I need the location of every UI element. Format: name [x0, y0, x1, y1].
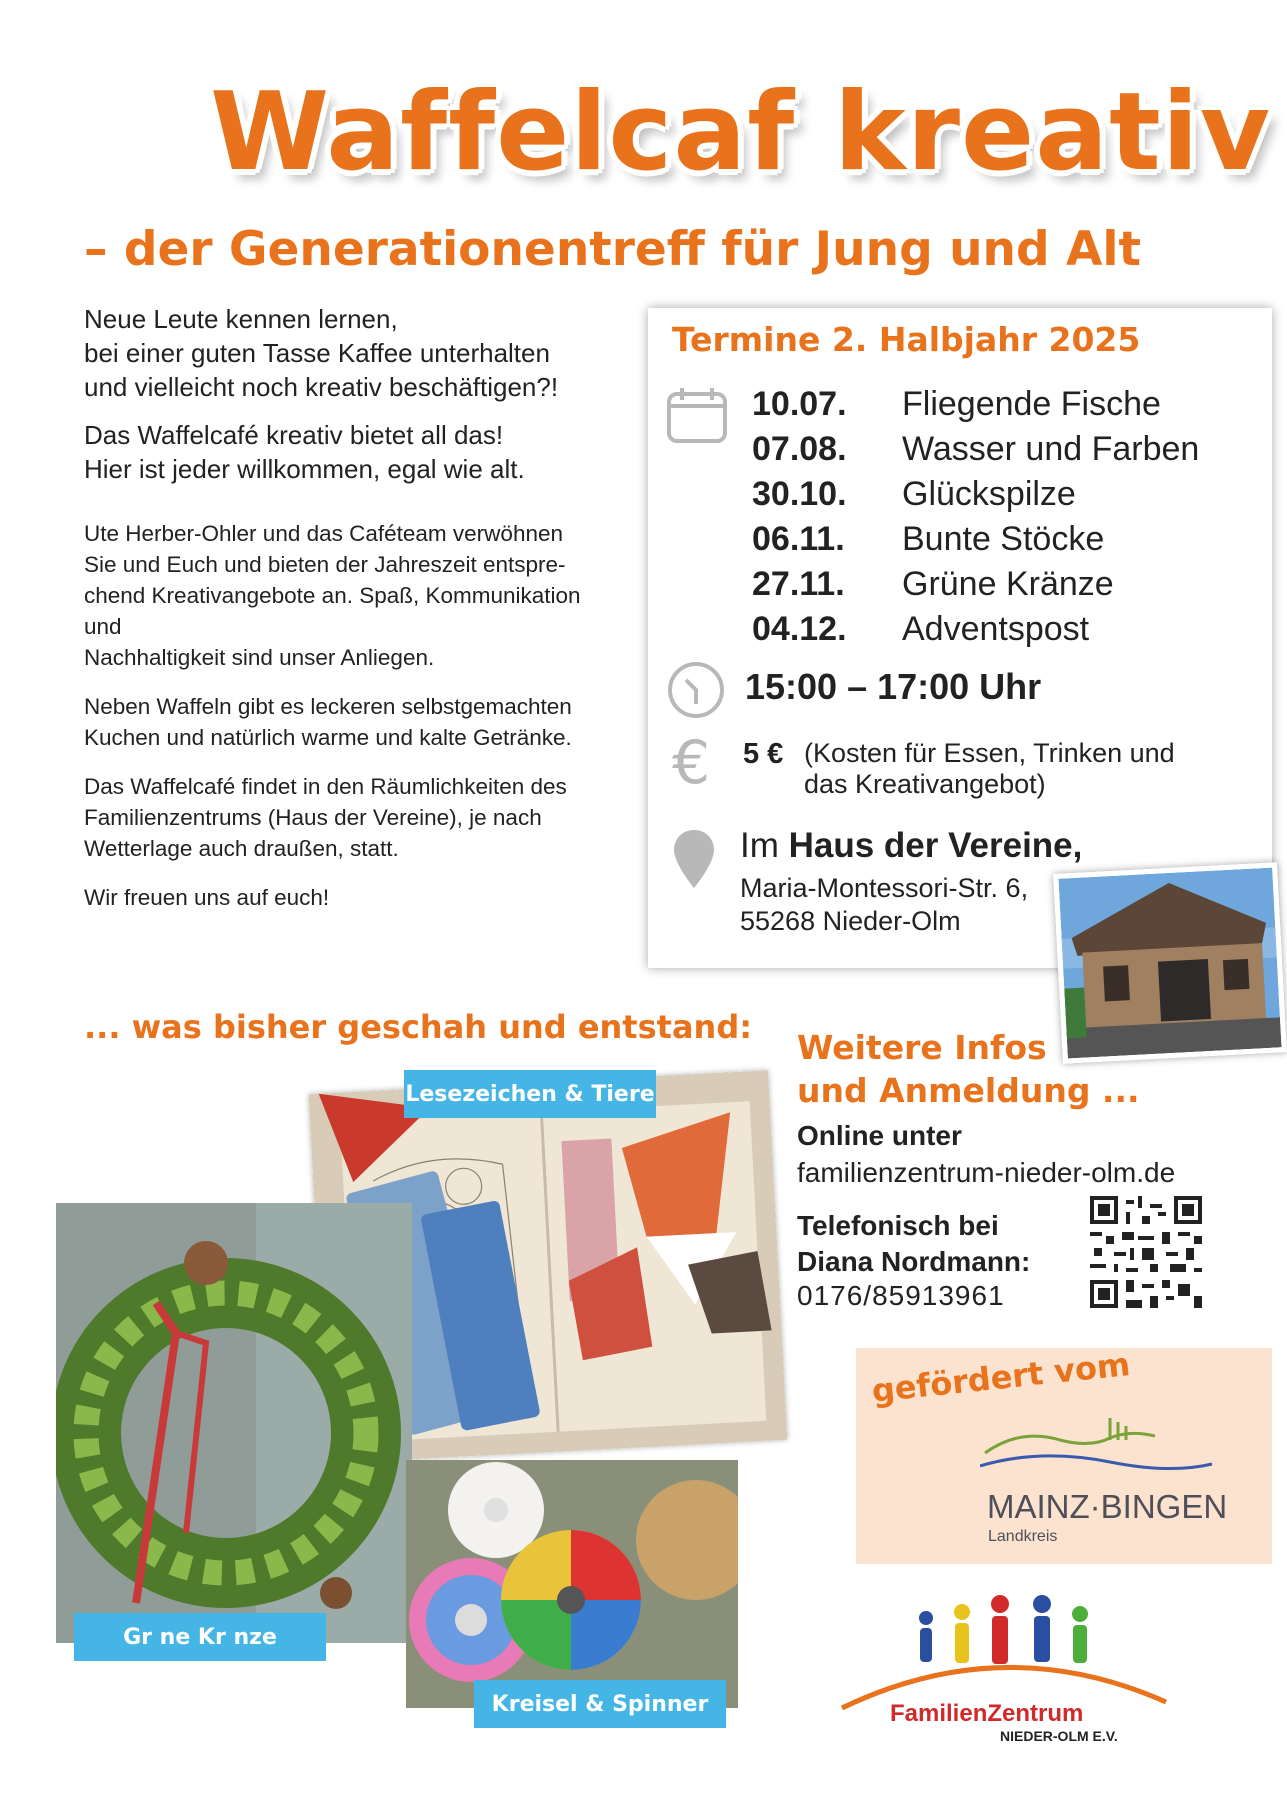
price-amount: 5 € — [743, 738, 784, 770]
sponsor-subtitle: Landkreis — [988, 1528, 1058, 1545]
topic: Glückspilze — [902, 475, 1076, 513]
body-line: Kuchen und natürlich warme und kalte Getränke. — [84, 725, 572, 750]
date-row — [752, 382, 1199, 427]
dates-list — [752, 382, 1199, 652]
address-city: 55268 Nieder-Olm — [740, 906, 961, 936]
qr-code-icon[interactable] — [1090, 1196, 1202, 1308]
body-text — [84, 518, 644, 931]
body-paragraph-1 — [84, 518, 644, 673]
date: 10.07. — [752, 385, 847, 423]
intro-paragraph-1 — [84, 302, 644, 404]
body-line: Ute Herber-Ohler und das Caféteam verwöhnen — [84, 521, 563, 546]
body-paragraph-3 — [84, 771, 644, 864]
intro-line: Hier ist jeder willkommen, egal wie alt. — [84, 454, 525, 484]
spinners-photo — [406, 1460, 738, 1708]
sponsor-name: MAINZ·BINGEN — [987, 1488, 1228, 1525]
title-text: Waffelcaf kreativ — [210, 70, 1272, 195]
date-row — [752, 472, 1199, 517]
caption-spinners: Kreisel & Spinner — [474, 1680, 726, 1728]
venue-name: Haus der Vereine, — [788, 826, 1083, 865]
topic: Bunte Stöcke — [902, 520, 1105, 558]
date: 06.11. — [752, 520, 845, 558]
date-row — [752, 562, 1199, 607]
location-pin-icon — [672, 828, 716, 890]
date: 04.12. — [752, 610, 847, 648]
wreath-photo — [56, 1203, 412, 1643]
date-row — [752, 607, 1199, 652]
familienzentrum-logo-icon — [834, 1590, 1174, 1710]
caption-wreath: Gr ne Kr nze — [74, 1613, 326, 1661]
time: 15:00 – 17:00 Uhr — [745, 666, 1042, 707]
logo-name-part2: Zentrum — [987, 1700, 1084, 1727]
address-street: Maria-Montessori-Str. 6, — [740, 873, 1029, 903]
intro-line: Neue Leute kennen lernen, — [84, 304, 398, 334]
info-heading-line: und Anmeldung ... — [797, 1071, 1140, 1110]
intro-line: Das Waffelcafé kreativ bietet all das! — [84, 420, 504, 450]
logo-name-part1: Familien — [890, 1700, 988, 1727]
body-line: Familienzentrums (Haus der Vereine), je nach — [84, 805, 542, 830]
website-link[interactable]: familienzentrum-nieder-olm.de — [797, 1157, 1176, 1188]
intro-line: bei einer guten Tasse Kaffee unterhalten — [84, 338, 550, 368]
clock-icon — [666, 660, 726, 720]
body-line: Neben Waffeln gibt es leckeren selbstgemachten — [84, 694, 572, 719]
date: 07.08. — [752, 430, 847, 468]
info-heading — [797, 1026, 1140, 1112]
body-line: Nachhaltigkeit sind unser Anliegen. — [84, 645, 435, 670]
flyer-title — [210, 70, 1272, 210]
topic: Grüne Kränze — [902, 565, 1114, 603]
body-line: Wetterlage auch draußen, statt. — [84, 836, 399, 861]
topic: Wasser und Farben — [902, 430, 1200, 468]
price — [743, 738, 783, 771]
body-paragraph-4: Wir freuen uns auf euch! — [84, 885, 330, 910]
body-line: Sie und Euch und bieten der Jahreszeit entspre- — [84, 552, 566, 577]
euro-icon: € — [672, 728, 711, 798]
phone-label-line: Diana Nordmann: — [797, 1246, 1031, 1277]
history-heading: ... was bisher geschah und entstand: — [84, 1008, 753, 1046]
intro-line: und vielleicht noch kreativ beschäftigen?! — [84, 372, 559, 402]
body-line: und — [84, 614, 122, 639]
sponsor-heading: gefördert vom — [870, 1344, 1132, 1410]
subtitle: – der Generationentreff für Jung und Alt — [84, 222, 1141, 277]
logo-subtitle: NIEDER-OLM E.V. — [1000, 1728, 1118, 1744]
topic: Adventspost — [902, 610, 1090, 648]
date-row — [752, 517, 1199, 562]
topic: Fliegende Fische — [902, 385, 1161, 423]
intro-text — [84, 302, 644, 500]
date-row — [752, 427, 1199, 472]
caption-bookmarks: Lesezeichen & Tiere — [404, 1070, 656, 1118]
online-label: Online unter — [797, 1120, 962, 1151]
body-paragraph-2 — [84, 691, 644, 753]
price-note-line: (Kosten für Essen, Trinken und — [804, 738, 1175, 768]
appointments-heading: Termine 2. Halbjahr 2025 — [672, 320, 1141, 359]
date: 27.11. — [752, 565, 845, 603]
address — [740, 872, 1028, 938]
venue — [740, 826, 1082, 866]
body-line: Das Waffelcafé findet in den Räumlichkeiten des — [84, 774, 567, 799]
phone-number[interactable]: 0176/85913961 — [797, 1280, 1005, 1311]
phone-label — [797, 1208, 1030, 1280]
mainz-bingen-logo-icon — [980, 1418, 1220, 1480]
price-note — [804, 738, 1254, 800]
phone-label-line: Telefonisch bei — [797, 1210, 999, 1241]
calendar-icon — [666, 386, 728, 444]
logo-name — [890, 1700, 1083, 1728]
intro-paragraph-2 — [84, 418, 644, 486]
info-heading-line: Weitere Infos — [797, 1028, 1047, 1067]
venue-prefix: Im — [740, 826, 789, 865]
body-line: chend Kreativangebote an. Spaß, Kommunikation — [84, 583, 581, 608]
date: 30.10. — [752, 475, 847, 513]
price-note-line: das Kreativangebot) — [804, 769, 1046, 799]
